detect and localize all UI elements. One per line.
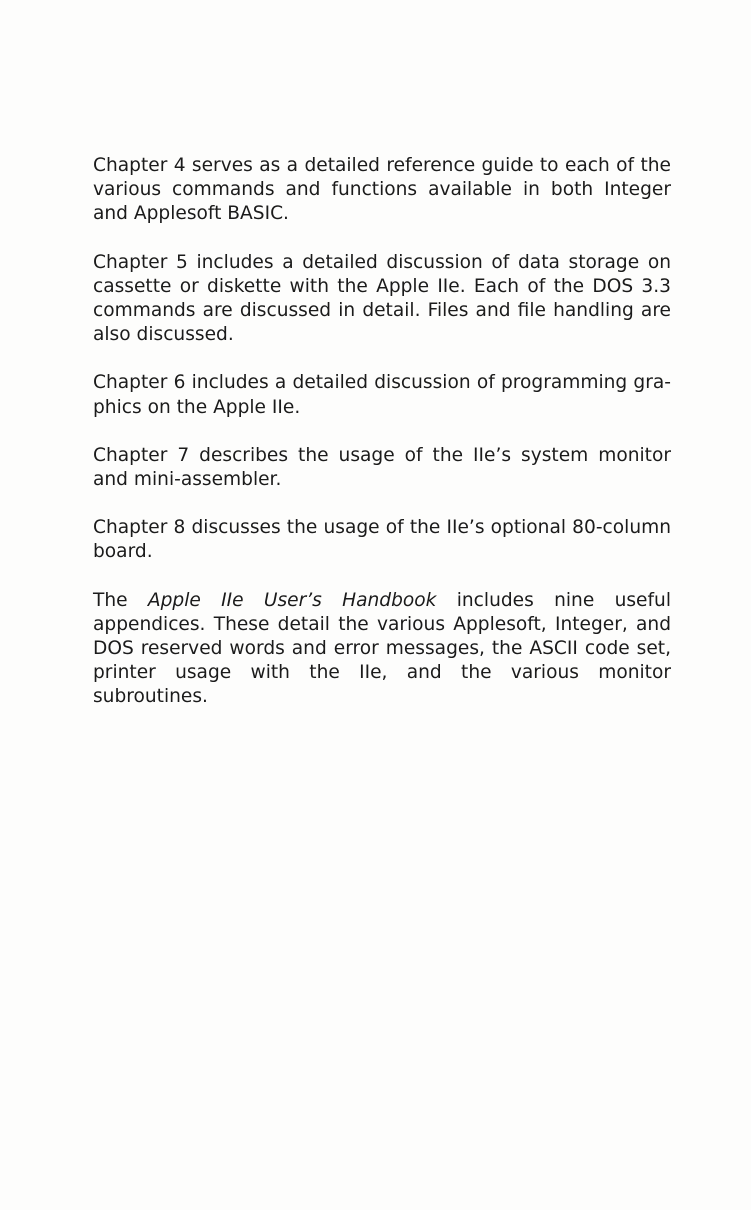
paragraph-chapter-5: Chapter 5 includes a detailed discussion of data storage on cassette or diskette with the Apple IIe. Each of the DOS 3.3 commands are discussed in detail. Files and file handling are also discussed. (93, 251, 671, 346)
paragraph-chapter-8: Chapter 8 discusses the usage of the IIe’s optional 80-column board. (93, 517, 671, 563)
appendices-prefix: The (93, 589, 148, 611)
appendices-suffix: includes nine useful appendices. These detail the various Applesoft, Integer, and DOS reserved words and error messages, the ASCII code set, printer usage with the IIe, and the various monitor subroutines. (93, 589, 671, 708)
paragraph-chapter-4: Chapter 4 serves as a detailed reference guide to each of the various commands and functions available in both Integer and Applesoft BASIC. (93, 155, 671, 225)
paragraph-appendices (93, 589, 671, 710)
page-body (93, 154, 671, 734)
paragraph-chapter-6: Chapter 6 includes a detailed discussion of programming graphics on the Apple IIe. (93, 372, 671, 418)
paragraph-chapter-7: Chapter 7 describes the usage of the IIe’s system monitor and mini-assembler. (93, 444, 671, 491)
book-title: Apple IIe User’s Handbook (147, 589, 437, 611)
